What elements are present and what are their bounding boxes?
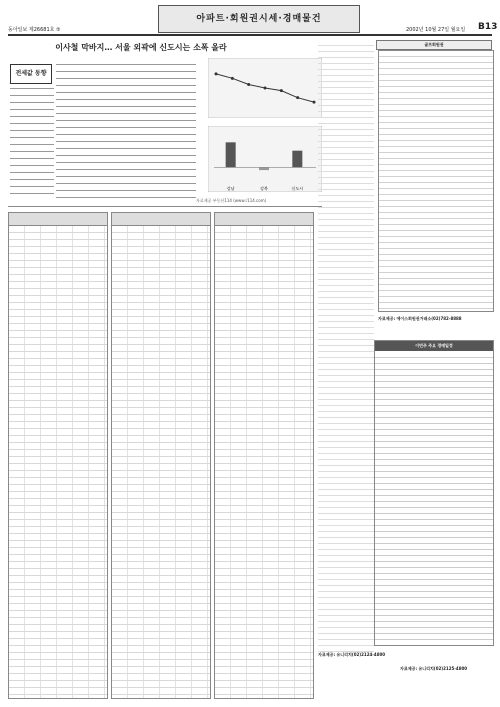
auction-contact: 자료제공: 유니리치(02)2124-4800 xyxy=(318,652,386,657)
data-point xyxy=(247,83,250,86)
page-header xyxy=(8,4,498,34)
chart-panel xyxy=(208,58,322,206)
price-table-col-4 xyxy=(318,40,374,652)
table-rows xyxy=(112,226,210,698)
resort-contact: 자료제공: 유니리치(02)2125-4800 xyxy=(400,666,468,671)
page-title: 아파트·회원권시세·경매물건 xyxy=(158,5,360,33)
bar xyxy=(259,167,269,170)
table-header xyxy=(215,213,313,226)
golf-section-title: 골프회원권 xyxy=(376,40,492,50)
article-tag: 전세값 동향 xyxy=(10,64,52,84)
table-header xyxy=(112,213,210,226)
bar xyxy=(292,151,302,168)
table-rows xyxy=(9,226,107,698)
page-number: B13 xyxy=(478,22,498,32)
golf-membership-table xyxy=(378,50,494,312)
category-label: 강북 xyxy=(260,186,268,191)
price-table-col-1 xyxy=(8,212,108,699)
feature-article xyxy=(8,38,322,207)
bar xyxy=(226,142,236,167)
category-label: 신도시 xyxy=(291,186,304,191)
chart-frame xyxy=(208,126,322,192)
article-body xyxy=(56,64,196,200)
auction-schedule xyxy=(374,340,494,646)
price-table-col-2 xyxy=(111,212,211,699)
data-point xyxy=(264,87,267,90)
table-header xyxy=(9,213,107,226)
data-point xyxy=(215,72,218,75)
data-point xyxy=(296,96,299,99)
data-point xyxy=(231,77,234,80)
header-rule xyxy=(8,34,492,36)
paper-issue: 동아일보 제26681호 ⑤ xyxy=(8,27,61,33)
category-label: 강남 xyxy=(226,186,235,191)
auction-title: 이번주 주요 경매일정 xyxy=(375,341,493,351)
trend-line-chart xyxy=(208,58,322,118)
data-point xyxy=(313,101,316,104)
table-rows xyxy=(215,226,313,698)
article-headline: 이사철 막바지… 서울 외곽에 신도시는 소폭 올라 xyxy=(55,43,227,52)
article-body-left xyxy=(10,88,54,200)
apartment-price-tables xyxy=(8,212,314,699)
auction-rows xyxy=(375,352,493,645)
article-credit: 자료제공 부동산114 (www.r114.com) xyxy=(196,198,267,203)
golf-contact: 자료제공: 에이스회원권거래소(02)782-8888 xyxy=(378,316,462,321)
data-point xyxy=(280,89,283,92)
issue-date: 2002년 10월 27일 월요일 xyxy=(406,27,466,33)
table-rows xyxy=(379,51,493,311)
price-table-col-3 xyxy=(214,212,314,699)
change-bar-chart xyxy=(208,126,322,192)
